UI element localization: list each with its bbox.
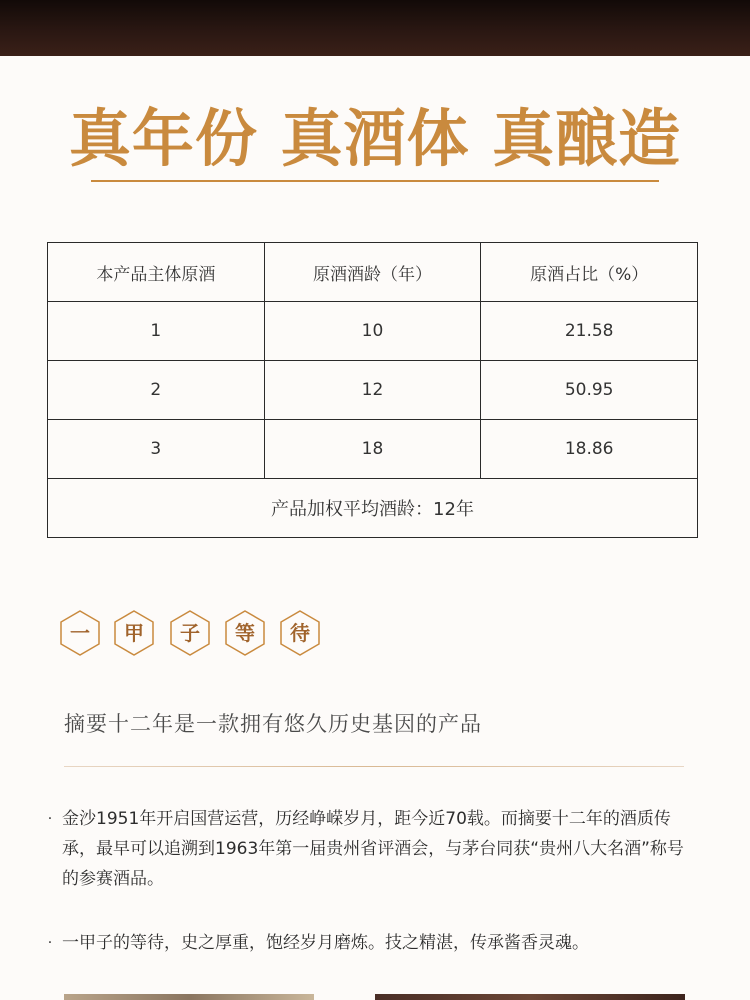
badge-char: 待 [290,621,310,645]
bullet-text: 一甲子的等待，史之厚重，饱经岁月磨炼。技之精湛，传承酱香灵魂。 [62,933,589,953]
section-subtitle: 摘要十二年是一款拥有悠久历史基因的产品 [64,712,482,736]
header-ratio: 原酒占比（%） [481,243,698,302]
badge-char: 子 [180,621,200,645]
base-liquor-table [47,242,698,538]
header-age: 原酒酒龄（年） [264,243,481,302]
top-banner [0,0,750,56]
bullet-dot-icon: · [47,935,53,951]
table-header-row [48,243,698,302]
cell-ratio: 21.58 [481,302,698,361]
headline-underline [91,180,659,182]
cell-ratio: 18.86 [481,420,698,479]
table-footer-row [48,479,698,538]
cell-age: 12 [264,361,481,420]
photo-strip-right [375,994,685,1000]
hexagon-badge [170,610,210,656]
hexagon-badge [114,610,154,656]
section-divider [64,766,684,767]
table-row [48,420,698,479]
hexagon-badge [60,610,100,656]
list-item [40,928,690,958]
table-row [48,361,698,420]
table-row [48,302,698,361]
badge-char: 甲 [124,621,144,645]
photo-strip-left [64,994,314,1000]
page-headline: 真年份 真酒体 真酿造 [68,102,682,175]
badge-char: 一 [70,621,90,645]
badge-char: 等 [235,621,255,645]
cell-index: 1 [48,302,265,361]
hexagon-badge [225,610,265,656]
cell-index: 2 [48,361,265,420]
weighted-average-age: 产品加权平均酒龄：12年 [48,479,698,538]
bullet-dot-icon: · [47,811,53,827]
cell-index: 3 [48,420,265,479]
bullet-text: 金沙1951年开启国营运营，历经峥嵘岁月，距今近70载。而摘要十二年的酒质传承，最早可以追溯到1963年第一届贵州省评酒会，与茅台同获“贵州八大名酒”称号的参赛酒品。 [62,809,684,889]
header-base-liquor: 本产品主体原酒 [48,243,265,302]
cell-age: 18 [264,420,481,479]
cell-ratio: 50.95 [481,361,698,420]
list-item [40,804,690,894]
hexagon-badge [280,610,320,656]
cell-age: 10 [264,302,481,361]
